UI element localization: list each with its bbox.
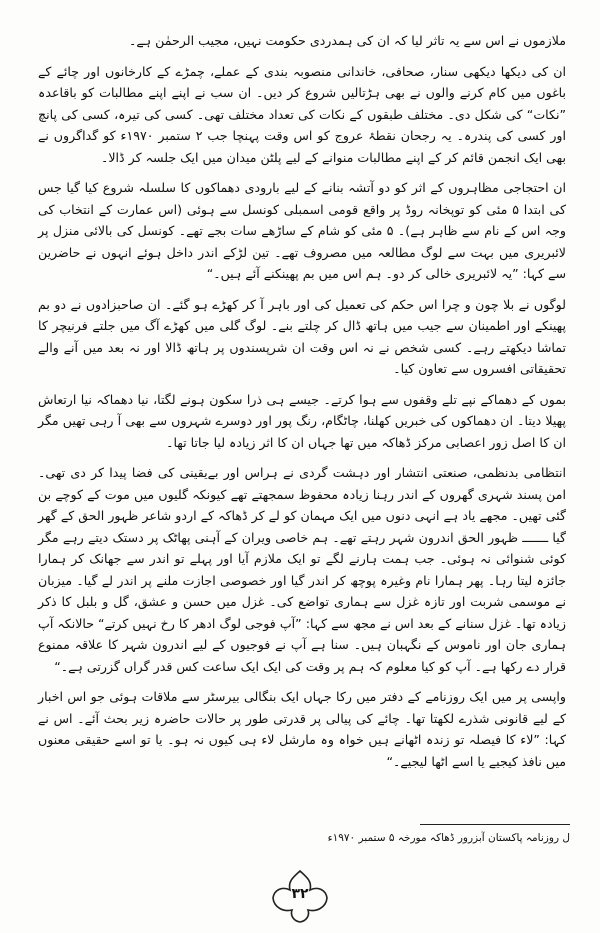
body-text (38, 30, 566, 781)
paragraph-3: ان احتجاجی مظاہروں کے اثر کو دو آتشہ بنانے کے لیے بارودی دھماکوں کا سلسلہ شروع کیا گیا جس کی ابتدا ۵ مئی کو توپخانہ روڈ پر واقع قومی اسمبلی کونسل سے ہوئی (اس عمارت کے انتخاب کی وجہ اس کے نام سے ظاہر ہے)۔ ۵ مئی کو شام کے ساڑھے سات بجے تھے۔ کونسل کی بالائی منزل پر لائبریری میں بہت سے لوگ مطالعہ میں مصروف تھے۔ تین لڑکے اندر داخل ہوئے انہوں نے حاضرین سے کہا: ”یہ لائبریری خالی کر دو۔ ہم اس میں بم پھینکنے آئے ہیں۔“ (38, 180, 566, 281)
paragraph-4: لوگوں نے بلا چون و چرا اس حکم کی تعمیل کی اور باہر آ کر کھڑے ہو گئے۔ ان صاحبزادوں نے دو بم پھینکے اور اطمینان سے جیب میں ہاتھ ڈال کر چلتے بنے۔ لوگ گلی میں کھڑے آگ میں جلتے فرنیچر کا تماشا دیکھتے رہے۔ کسی شخص نے نہ اس وقت ان شرپسندوں پر ہاتھ ڈالا اور نہ بعد میں آنے والے تحقیقاتی افسروں سے تعاون کیا۔ (38, 296, 566, 376)
page-number-ornament (270, 868, 330, 924)
paragraph-5: بموں کے دھماکے نپے تلے وقفوں سے ہوا کرتے۔ جیسے ہی ذرا سکون ہونے لگتا، نیا دھماکہ نیا ارتعاش پھیلا دیتا۔ ان دھماکوں کی خبریں کھلنا، چاٹگام، رنگ پور اور دوسرے شہروں سے بھی آ رہی تھیں مگر ان کا اصل زور اعصابی مرکز ڈھاکہ میں تھا جہاں ان کا اثر زیادہ لیا جاتا تھا۔ (38, 391, 566, 450)
paragraph-7: واپسی پر میں ایک روزنامے کے دفتر میں رکا جہاں ایک بنگالی بیرسٹر سے ملاقات ہوئی جو اس اخبار کے لیے قانونی شذرے لکھتا تھا۔ چائے کی پیالی پر قدرتی طور پر حالات حاضرہ زیر بحث آئے۔ اس نے کہا: ”لاء کا فیصلہ تو زندہ اٹھانے ہیں خواہ وہ مارشل لاء ہی کیوں نہ ہو۔ یا تو اسے حقیقی معنوں میں نافذ کیجیے یا اسے اٹھا لیجیے۔“ (38, 689, 566, 769)
page-number: ۳۲ (291, 886, 309, 902)
paragraph-6: انتظامی بدنظمی، صنعتی انتشار اور دہشت گردی نے ہراس اور بےیقینی کی فضا پیدا کر دی تھی۔ امن پسند شہری گھروں کے اندر رہنا زیادہ محفوظ سمجھتے تھے کیونکہ گلیوں میں موت کے کوچے بن گئی تھیں۔ مجھے یاد ہے انہی دنوں میں ایک مہمان کو لے کر ڈھاکہ کے اردو شاعر ظہور الحق کے گھر گیا ـــــــ ظہور الحق اندرون شہر رہتے تھے۔ ہم خاصی ویران کے آہنی پھاٹک پر دستک دیتے رہے مگر کوئی شنوائی نہ ہوئی۔ جب ہمت ہارنے لگے تو ایک ملازم آیا اور پہلے تو اندر سے جھانک کر ہمارا جائزہ لیتا رہا۔ پھر ہمارا نام وغیرہ پوچھ کر اندر گیا اور خصوصی اجازت ملنے پر اندر لے گیا۔ میزبان نے موسمی شربت اور تازہ غزل سے ہماری تواضع کی۔ غزل میں حسن و عشق، گل و بلبل کا ذکر زیادہ تھا۔ غزل سنانے کے بعد اس نے مجھ سے کہا: ”آپ فوجی لوگ ادھر کا رخ نہیں کرتے“ حالانکہ آپ ہماری جان اور ناموس کے نگہبان ہیں۔ سنا ہے آپ نے فوجیوں کے لیے اندرون شہر کا علاقہ ممنوع قرار دے رکھا ہے۔ آپ کو کیا معلوم کہ ہم پر وقت کی ایک ایک ساعت کس قدر گراں گزرتی ہے۔“ (38, 465, 566, 674)
paragraph-1: ملازموں نے اس سے یہ تاثر لیا کہ ان کی ہمدردی حکومت نہیں، مجیب الرحمٰن ہے۔ (129, 33, 566, 48)
footnote: ل روزنامہ پاکستان آبزرور ڈھاکہ مورخہ ۵ ستمبر ۱۹۷۰ء (327, 832, 570, 844)
paragraph-2: ان کی دیکھا دیکھی سنار، صحافی، خاندانی منصوبہ بندی کے عملے، چمڑے کے کارخانوں اور چائے کے باغوں میں کام کرنے والوں نے بھی ہڑتالیں شروع کر دیں۔ ان سب نے اپنے اپنے مطالبات کو باقاعدہ ”نکات“ کی شکل دی۔ مختلف طبقوں کے نکات کی تعداد مختلف تھی۔ کسی کی تیرہ، کسی کی پانچ اور کسی کی پندرہ۔ یہ رجحان نقطۂ عروج کو اس وقت پہنچا جب ۲ ستمبر ۱۹۷۰ء کو گداگروں نے بھی ایک انجمن قائم کر کے اپنے مطالبات منوانے کے لیے پلٹن میدان میں ایک جلسہ کر ڈالا۔ (38, 63, 566, 165)
footnote-divider (420, 824, 570, 825)
